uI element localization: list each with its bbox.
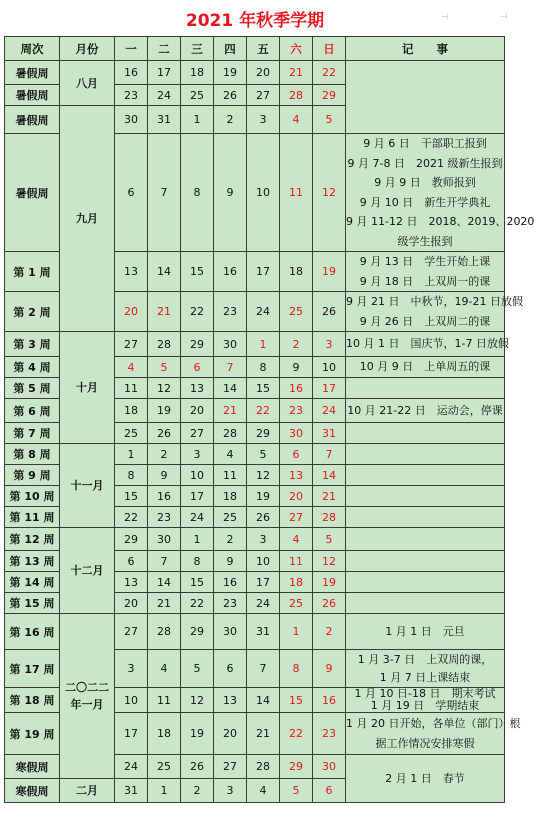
- day-cell: 3: [181, 444, 214, 465]
- table-row: [5, 332, 505, 357]
- day-cell: 8: [181, 134, 214, 252]
- notes-cell: [346, 465, 505, 486]
- note-line: 9 月 26 日 上双周二的课: [359, 314, 491, 328]
- note-line: 9 月 7-8 日 2021 级新生报到: [347, 156, 503, 170]
- day-cell: 21: [148, 593, 181, 614]
- day-cell: 23: [214, 292, 247, 332]
- day-cell: 20: [181, 399, 214, 423]
- week-cell: 第 15 周: [5, 593, 60, 614]
- day-cell: 2: [148, 444, 181, 465]
- week-cell: 寒假周: [5, 755, 60, 779]
- month-cell: [60, 779, 115, 803]
- week-cell: 第 7 周: [5, 423, 60, 444]
- notes-cell: [346, 332, 509, 357]
- column-header: 日: [313, 37, 346, 61]
- day-cell: 5: [280, 779, 313, 803]
- day-cell: 20: [115, 292, 148, 332]
- note-line: 9 月 10 日 新生开学典礼: [359, 195, 491, 209]
- note-line: 10 月 21-22 日 运动会，停课: [347, 403, 503, 417]
- notes-cell: [346, 444, 505, 465]
- day-cell: 30: [115, 106, 148, 134]
- notes-cell: [346, 572, 505, 593]
- day-cell: 10: [181, 465, 214, 486]
- day-cell: 12: [313, 551, 346, 572]
- month-label: 十一月: [70, 479, 104, 492]
- day-cell: 21: [247, 713, 280, 755]
- notes-cell: [346, 507, 505, 528]
- day-cell: 28: [280, 85, 313, 106]
- day-cell: 25: [280, 593, 313, 614]
- day-cell: 1: [280, 614, 313, 650]
- day-cell: 11: [115, 378, 148, 399]
- table-row: [5, 528, 505, 551]
- column-header: 六: [280, 37, 313, 61]
- day-cell: 18: [148, 713, 181, 755]
- day-cell: 27: [115, 332, 148, 357]
- day-cell: 17: [181, 486, 214, 507]
- notes-cell: [346, 528, 505, 551]
- day-cell: 27: [181, 423, 214, 444]
- month-label: 十二月: [70, 564, 104, 577]
- day-cell: 27: [280, 507, 313, 528]
- day-cell: 18: [280, 252, 313, 292]
- week-cell: 第 4 周: [5, 357, 60, 378]
- day-cell: 26: [214, 85, 247, 106]
- notes-cell: [346, 614, 505, 650]
- day-cell: 31: [247, 614, 280, 650]
- day-cell: 26: [313, 593, 346, 614]
- day-cell: 26: [181, 755, 214, 779]
- week-cell: 第 19 周: [5, 713, 60, 755]
- day-cell: 24: [148, 85, 181, 106]
- day-cell: 14: [247, 688, 280, 713]
- day-cell: 1: [181, 106, 214, 134]
- day-cell: 13: [115, 252, 148, 292]
- day-cell: 2: [313, 614, 346, 650]
- day-cell: 6: [313, 779, 346, 803]
- day-cell: 18: [181, 61, 214, 85]
- day-cell: 16: [148, 486, 181, 507]
- day-cell: 25: [280, 292, 313, 332]
- day-cell: 20: [247, 61, 280, 85]
- day-cell: 28: [247, 755, 280, 779]
- day-cell: 4: [214, 444, 247, 465]
- day-cell: 22: [181, 593, 214, 614]
- note-line: 9 月 18 日 上双周一的课: [359, 274, 491, 288]
- day-cell: 9: [214, 134, 247, 252]
- notes-cell: [346, 486, 505, 507]
- day-cell: 30: [214, 614, 247, 650]
- week-cell: 第 5 周: [5, 378, 60, 399]
- day-cell: 1: [148, 779, 181, 803]
- day-cell: 19: [247, 486, 280, 507]
- day-cell: 29: [247, 423, 280, 444]
- day-cell: 6: [115, 551, 148, 572]
- day-cell: 20: [280, 486, 313, 507]
- column-header: 月份: [60, 37, 115, 61]
- day-cell: 29: [280, 755, 313, 779]
- month-cell: [60, 61, 115, 106]
- day-cell: 17: [313, 378, 346, 399]
- table-row: [5, 444, 505, 465]
- note-line: 1 月 1 日 元旦: [385, 624, 465, 638]
- day-cell: 24: [313, 399, 346, 423]
- day-cell: 15: [115, 486, 148, 507]
- day-cell: 19: [313, 572, 346, 593]
- day-cell: 17: [247, 252, 280, 292]
- day-cell: 8: [115, 465, 148, 486]
- header-row: [5, 37, 505, 61]
- day-cell: 8: [247, 357, 280, 378]
- day-cell: 11: [148, 688, 181, 713]
- note-line: 1 月 3-7 日 上双周的课，: [357, 652, 493, 666]
- day-cell: 10: [313, 357, 346, 378]
- note-line: 1 月 19 日 学期结束: [370, 699, 480, 712]
- day-cell: 26: [148, 423, 181, 444]
- month-cell: [60, 106, 115, 332]
- note-line: 10 月 1 日 国庆节，1-7 日放假: [346, 337, 509, 351]
- day-cell: 29: [313, 85, 346, 106]
- day-cell: 5: [148, 357, 181, 378]
- note-line: 2 月 1 日 春节: [385, 771, 465, 785]
- day-cell: 7: [148, 134, 181, 252]
- week-cell: 第 9 周: [5, 465, 60, 486]
- day-cell: 24: [247, 292, 280, 332]
- day-cell: 18: [214, 486, 247, 507]
- day-cell: 16: [115, 61, 148, 85]
- cell-marker-icon: ⊣: [500, 12, 507, 21]
- day-cell: 8: [181, 551, 214, 572]
- notes-cell: [346, 423, 505, 444]
- day-cell: 30: [313, 755, 346, 779]
- week-cell: 第 10 周: [5, 486, 60, 507]
- week-cell: 寒假周: [5, 779, 60, 803]
- table-row: [5, 614, 505, 650]
- day-cell: 9: [148, 465, 181, 486]
- day-cell: 14: [148, 572, 181, 593]
- day-cell: 23: [148, 507, 181, 528]
- notes-cell: [346, 378, 505, 399]
- week-cell: 暑假周: [5, 85, 60, 106]
- month-cell: [60, 614, 115, 779]
- day-cell: 2: [280, 332, 313, 357]
- month-label: 二月: [76, 784, 98, 797]
- week-cell: 第 13 周: [5, 551, 60, 572]
- day-cell: 2: [181, 779, 214, 803]
- day-cell: 16: [280, 378, 313, 399]
- column-header: 二: [148, 37, 181, 61]
- day-cell: 25: [214, 507, 247, 528]
- day-cell: 21: [148, 292, 181, 332]
- day-cell: 21: [214, 399, 247, 423]
- day-cell: 2: [214, 528, 247, 551]
- notes-cell: [346, 551, 505, 572]
- column-header: 记 事: [346, 37, 505, 61]
- notes-cell: [346, 755, 505, 803]
- day-cell: 6: [115, 134, 148, 252]
- day-cell: 19: [214, 61, 247, 85]
- cell-marker-icon: ⊣: [441, 12, 448, 21]
- day-cell: 7: [313, 444, 346, 465]
- day-cell: 21: [313, 486, 346, 507]
- day-cell: 26: [247, 507, 280, 528]
- note-line: 9 月 21 日 中秋节，19-21 日放假: [346, 295, 523, 308]
- day-cell: 26: [313, 292, 346, 332]
- day-cell: 21: [280, 61, 313, 85]
- day-cell: 27: [247, 85, 280, 106]
- day-cell: 23: [115, 85, 148, 106]
- day-cell: 16: [214, 572, 247, 593]
- day-cell: 2: [214, 106, 247, 134]
- notes-cell: [346, 688, 505, 713]
- day-cell: 10: [247, 551, 280, 572]
- day-cell: 4: [148, 650, 181, 688]
- week-cell: 第 12 周: [5, 528, 60, 551]
- day-cell: 4: [280, 106, 313, 134]
- day-cell: 27: [214, 755, 247, 779]
- day-cell: 12: [148, 378, 181, 399]
- day-cell: 19: [148, 399, 181, 423]
- day-cell: 22: [280, 713, 313, 755]
- column-header: 一: [115, 37, 148, 61]
- day-cell: 10: [247, 134, 280, 252]
- day-cell: 13: [214, 688, 247, 713]
- day-cell: 10: [115, 688, 148, 713]
- notes-cell: [346, 593, 505, 614]
- day-cell: 28: [148, 614, 181, 650]
- day-cell: 25: [115, 423, 148, 444]
- day-cell: 15: [181, 252, 214, 292]
- month-label: 二〇二二年一月: [65, 681, 109, 711]
- school-calendar-table: [4, 36, 534, 803]
- day-cell: 31: [115, 779, 148, 803]
- day-cell: 28: [313, 507, 346, 528]
- note-line: 10 月 9 日 上单周五的课: [359, 360, 491, 374]
- week-cell: 第 6 周: [5, 399, 60, 423]
- day-cell: 9: [280, 357, 313, 378]
- day-cell: 12: [313, 134, 346, 252]
- day-cell: 27: [115, 614, 148, 650]
- week-cell: 第 8 周: [5, 444, 60, 465]
- week-cell: 第 16 周: [5, 614, 60, 650]
- day-cell: 24: [115, 755, 148, 779]
- day-cell: 7: [247, 650, 280, 688]
- day-cell: 19: [181, 713, 214, 755]
- day-cell: 22: [181, 292, 214, 332]
- day-cell: 31: [313, 423, 346, 444]
- day-cell: 11: [214, 465, 247, 486]
- day-cell: 23: [313, 713, 346, 755]
- note-line: 1 月 10 日-18 日 期末考试: [354, 687, 496, 700]
- note-line: 1 月 7 日上课结束: [379, 670, 471, 684]
- notes-cell: [346, 357, 505, 378]
- column-header: 五: [247, 37, 280, 61]
- day-cell: 22: [115, 507, 148, 528]
- day-cell: 31: [148, 106, 181, 134]
- note-line: 1 月 20 日开始，各单位（部门）根: [346, 716, 521, 730]
- day-cell: 25: [148, 755, 181, 779]
- day-cell: 3: [247, 106, 280, 134]
- day-cell: 3: [313, 332, 346, 357]
- day-cell: 13: [115, 572, 148, 593]
- day-cell: 12: [247, 465, 280, 486]
- week-cell: 暑假周: [5, 106, 60, 134]
- column-header: 三: [181, 37, 214, 61]
- day-cell: 15: [181, 572, 214, 593]
- note-line: 9 月 11-12 日 2018、2019、2020: [346, 215, 534, 228]
- column-header: 周次: [5, 37, 60, 61]
- day-cell: 4: [115, 357, 148, 378]
- day-cell: 17: [247, 572, 280, 593]
- day-cell: 23: [280, 399, 313, 423]
- day-cell: 20: [214, 713, 247, 755]
- day-cell: 3: [247, 528, 280, 551]
- week-cell: 暑假周: [5, 134, 60, 252]
- day-cell: 22: [247, 399, 280, 423]
- column-header: 四: [214, 37, 247, 61]
- notes-cell: [346, 292, 523, 332]
- week-cell: 第 14 周: [5, 572, 60, 593]
- day-cell: 6: [181, 357, 214, 378]
- week-cell: 第 2 周: [5, 292, 60, 332]
- day-cell: 16: [214, 252, 247, 292]
- week-cell: 暑假周: [5, 61, 60, 85]
- day-cell: 22: [313, 61, 346, 85]
- day-cell: 1: [181, 528, 214, 551]
- page-title: 2021 年秋季学期: [185, 10, 325, 31]
- day-cell: 5: [313, 106, 346, 134]
- day-cell: 28: [214, 423, 247, 444]
- month-cell: [60, 444, 115, 528]
- note-line: 9 月 13 日 学生开始上课: [359, 255, 491, 268]
- day-cell: 11: [280, 551, 313, 572]
- day-cell: 9: [313, 650, 346, 688]
- day-cell: 7: [214, 357, 247, 378]
- day-cell: 4: [247, 779, 280, 803]
- day-cell: 28: [148, 332, 181, 357]
- day-cell: 30: [214, 332, 247, 357]
- day-cell: 15: [247, 378, 280, 399]
- day-cell: 5: [181, 650, 214, 688]
- day-cell: 14: [313, 465, 346, 486]
- notes-cell: [346, 713, 521, 755]
- day-cell: 6: [214, 650, 247, 688]
- notes-cell: [346, 252, 505, 292]
- day-cell: 18: [280, 572, 313, 593]
- day-cell: 16: [313, 688, 346, 713]
- month-cell: [60, 528, 115, 614]
- month-label: 八月: [76, 76, 98, 90]
- day-cell: 17: [148, 61, 181, 85]
- day-cell: 18: [115, 399, 148, 423]
- day-cell: 15: [280, 688, 313, 713]
- day-cell: 5: [313, 528, 346, 551]
- day-cell: 13: [181, 378, 214, 399]
- day-cell: 20: [115, 593, 148, 614]
- day-cell: 17: [115, 713, 148, 755]
- day-cell: 7: [148, 551, 181, 572]
- notes-cell: [346, 399, 505, 423]
- note-line: 9 月 9 日 教师报到: [374, 176, 476, 189]
- week-cell: 第 11 周: [5, 507, 60, 528]
- day-cell: 23: [214, 593, 247, 614]
- week-cell: 第 1 周: [5, 252, 60, 292]
- day-cell: 30: [280, 423, 313, 444]
- day-cell: 29: [181, 614, 214, 650]
- day-cell: 13: [280, 465, 313, 486]
- day-cell: 8: [280, 650, 313, 688]
- month-label: 十月: [76, 381, 98, 394]
- day-cell: 3: [115, 650, 148, 688]
- day-cell: 1: [247, 332, 280, 357]
- week-cell: 第 17 周: [5, 650, 60, 688]
- table-row: [5, 61, 505, 85]
- month-cell: [60, 332, 115, 444]
- day-cell: 29: [115, 528, 148, 551]
- day-cell: 12: [181, 688, 214, 713]
- day-cell: 29: [181, 332, 214, 357]
- day-cell: 11: [280, 134, 313, 252]
- day-cell: 25: [181, 85, 214, 106]
- day-cell: 14: [214, 378, 247, 399]
- week-cell: 第 18 周: [5, 688, 60, 713]
- notes-cell: [346, 650, 505, 688]
- day-cell: 3: [214, 779, 247, 803]
- day-cell: 30: [148, 528, 181, 551]
- notes-cell: [346, 134, 534, 252]
- notes-cell: [346, 61, 505, 134]
- day-cell: 6: [280, 444, 313, 465]
- day-cell: 9: [214, 551, 247, 572]
- note-line: 据工作情况安排寒假: [375, 736, 475, 750]
- month-label: 九月: [76, 212, 98, 225]
- day-cell: 24: [247, 593, 280, 614]
- note-line: 9 月 6 日 干部职工报到: [363, 137, 487, 150]
- week-cell: 第 3 周: [5, 332, 60, 357]
- day-cell: 24: [181, 507, 214, 528]
- day-cell: 14: [148, 252, 181, 292]
- day-cell: 1: [115, 444, 148, 465]
- note-line: 级学生报到: [397, 234, 453, 248]
- day-cell: 5: [247, 444, 280, 465]
- day-cell: 19: [313, 252, 346, 292]
- day-cell: 4: [280, 528, 313, 551]
